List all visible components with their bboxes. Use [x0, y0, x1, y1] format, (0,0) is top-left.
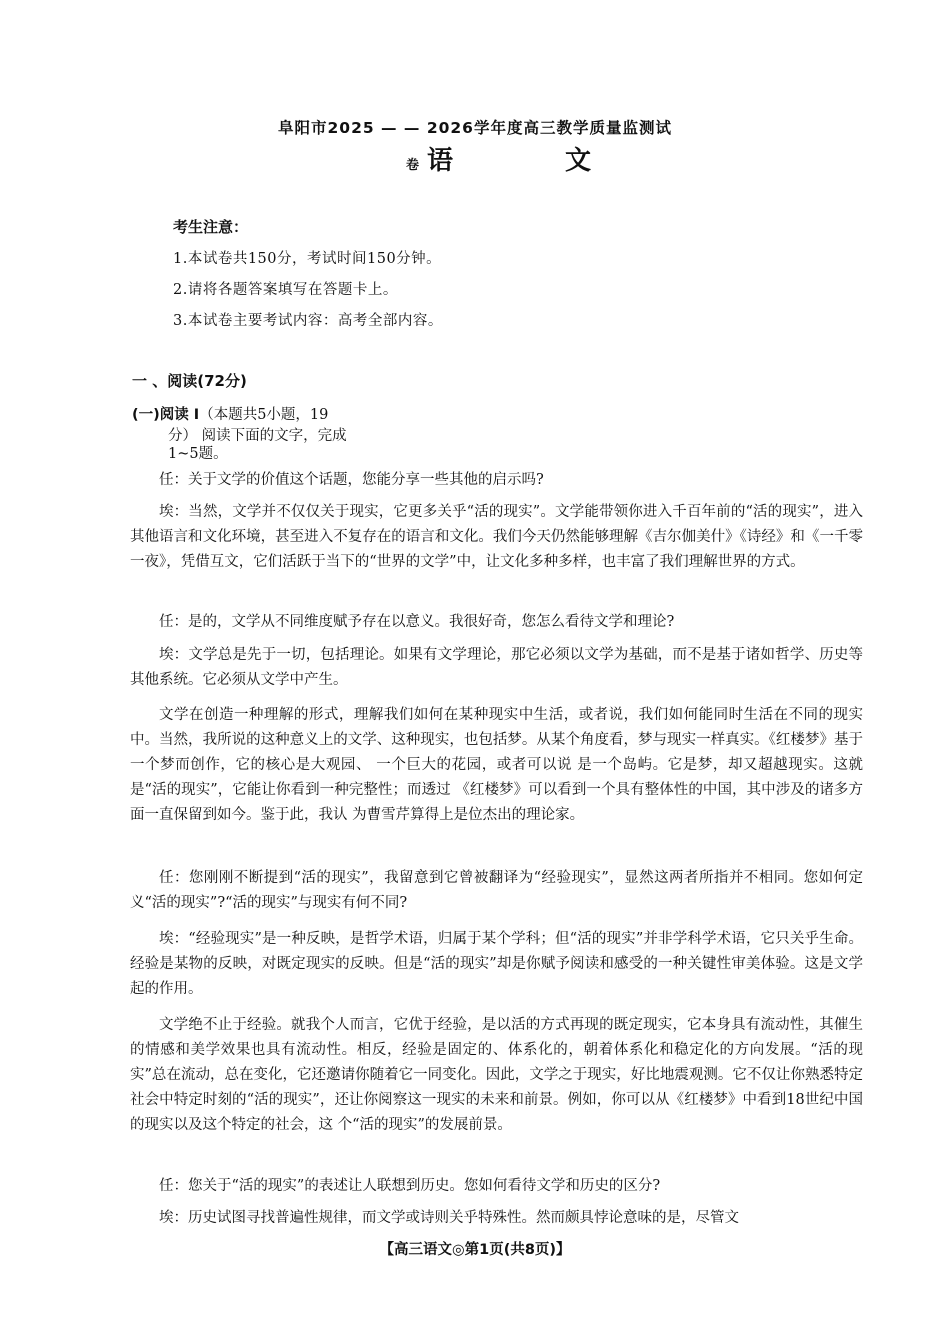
notice-heading: 考生注意： — [173, 218, 249, 236]
paragraph: 任：关于文学的价值这个话题，您能分享一些其他的启示吗? — [159, 472, 544, 488]
paragraph: 埃：当然，文学并不仅仅关于现实，它更多关乎“活的现实”。文学能带领你进入千百年前的“活的现实”，进入其他语言和文化环境，甚至进入不复存在的语言和文化。我们今天仍然能够理解《吉尔伽美什》《诗经》和《一千零一夜》，凭借互文，它们活跃于当下的“世界的文学”中，让文化多种多样，也丰富了我们理解世界的方式。 — [130, 504, 863, 570]
paragraph: 埃：历史试图寻找普遍性规律，而文学或诗则关乎特殊性。然而颇具悖论意味的是，尽管文 — [159, 1210, 739, 1226]
paragraph: 任：您关于“活的现实”的表述让人联想到历史。您如何看待文学和历史的区分? — [159, 1178, 661, 1194]
paragraph: 文学在创造一种理解的形式，理解我们如何在某种现实中生活，或者说，我们如何能同时生活在不同的现实中。当然，我所说的这种意义上的文学、这种现实，也包括梦。从某个角度看，梦与现实一样真实。《红楼梦》基于一个梦而创作，它的核心是大观园、 一个巨大的花园，或者可以说 是一个岛屿。它是梦，却又超越现实。这就是“活的现实”，它能让你看到一种完整性；而透过 《红楼梦》可以看到一个具有整体性的中国，其中涉及的诸多方面一直保留到如今。鉴于此，我认 为曹雪芹算得上是位杰出的理论家。 — [130, 707, 863, 823]
section-heading: 一 、阅读(72分) — [132, 372, 247, 390]
exam-title: 阜阳市2025 — — 2026学年度高三教学质量监测试 — [278, 119, 672, 137]
notice-item: 1.本试卷共150分，考试时间150分钟。 — [173, 251, 442, 267]
paragraph: 埃：文学总是先于一切，包括理论。如果有文学理论，那它必须以文学为基础，而不是基于诸如哲学、历史等其他系统。它必须从文学中产生。 — [130, 647, 863, 688]
part-lead: (一)阅读 I — [132, 407, 200, 423]
notice-item: 3.本试卷主要考试内容：高考全部内容。 — [173, 313, 443, 329]
part-line1: （本题共5小题，19 — [199, 407, 329, 423]
part-heading — [132, 403, 328, 424]
part-line2: 分） 阅读下面的文字，完成 — [168, 428, 347, 444]
subject-wen: 文 — [565, 146, 592, 176]
subject-title — [406, 140, 591, 177]
paragraph: 任：您刚刚不断提到“活的现实”，我留意到它曾被翻译为“经验现实”，显然这两者所指并不相同。您如何定义“活的现实”?“活的现实”与现实有何不同? — [130, 870, 863, 911]
page-footer: 【高三语文◎第1页(共8页)】 — [379, 1242, 571, 1258]
part-line3: 1~5题。 — [168, 446, 228, 462]
paragraph: 任：是的，文学从不同维度赋予存在以意义。我很好奇，您怎么看待文学和理论? — [159, 614, 675, 630]
subject-juan: 卷 — [406, 158, 420, 173]
subject-yu: 语 — [427, 146, 454, 176]
paragraph: 文学绝不止于经验。就我个人而言，它优于经验，是以活的方式再现的既定现实，它本身具有流动性，其催生的情感和美学效果也具有流动性。相反，经验是固定的、体系化的，朝着体系化和稳定化的方向发展。“活的现实”总在流动，总在变化，它还邀请你随着它一同变化。因此，文学之于现实，好比地震观测。它不仅让你熟悉特定社会中特定时刻的“活的现实”，还让你阅察这一现实的未来和前景。例如，你可以从《红楼梦》中看到18世纪中国的现实以及这个特定的社会，这 个“活的现实”的发展前景。 — [130, 1017, 863, 1133]
paragraph: 埃：“经验现实”是一种反映，是哲学术语，归属于某个学科；但“活的现实”并非学科学术语，它只关乎生命。经验是某物的反映，对既定现实的反映。但是“活的现实”却是你赋予阅读和感受的一种关键性审美体验。这是文学起的作用。 — [130, 931, 863, 997]
notice-item: 2.请将各题答案填写在答题卡上。 — [173, 282, 398, 298]
